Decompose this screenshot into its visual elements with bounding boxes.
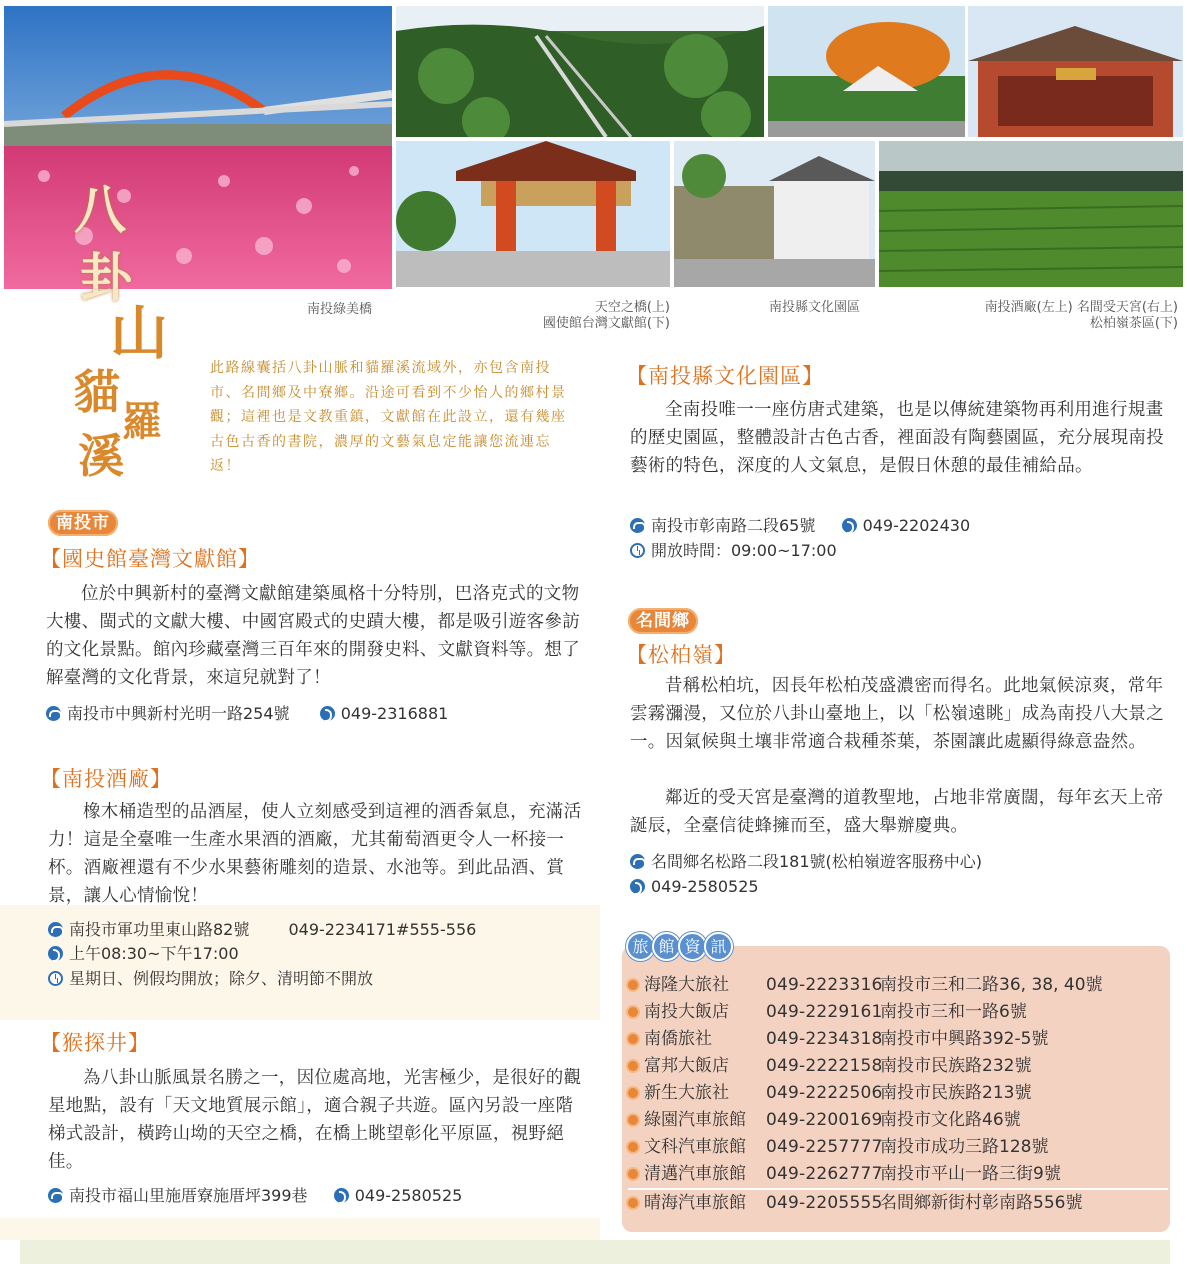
- bullet-icon: [628, 980, 638, 990]
- hero-title: [62, 168, 172, 488]
- photo-temple: [968, 6, 1183, 137]
- address-icon: [46, 706, 61, 721]
- winery-address: 南投市軍功里東山路82號: [69, 920, 250, 939]
- hotel-phone: 049-2200169: [766, 1110, 883, 1130]
- hotel-phone: 049-2229161: [766, 1002, 883, 1022]
- address-icon: [630, 518, 645, 533]
- section-body-songboling-2: 鄰近的受天宮是臺灣的道教聖地，占地非常廣闊，每年玄天上帝誕辰，全臺信徒蜂擁而至，盛大舉辦慶典。: [630, 788, 1164, 836]
- hotel-address: 南投市民族路232號: [880, 1056, 1032, 1076]
- hotel-title-char-4: 訊: [704, 932, 733, 961]
- hotel-address: 南投市三和二路36, 38, 40號: [880, 975, 1103, 995]
- caption-winery-line1: 南投酒廠(左上) 名間受天宮(右上): [984, 300, 1178, 315]
- winery-hours-line: [48, 942, 239, 966]
- culture-park-phone: 049-2202430: [862, 516, 971, 535]
- address-icon: [630, 854, 645, 869]
- houtanjing-phone: 049-2580525: [354, 1186, 463, 1205]
- culture-park-hours-line: [630, 539, 837, 563]
- hotel-row: [628, 1053, 1168, 1080]
- hero-title-char-2: 卦: [80, 248, 133, 309]
- hotel-name: 文科汽車旅館: [644, 1137, 746, 1157]
- section-title-culture-park: 【南投縣文化園區】: [626, 364, 824, 388]
- hotel-name: 南投大飯店: [644, 1002, 729, 1022]
- hotel-row: [628, 1161, 1168, 1188]
- caption-bridge: 南投綠美橋: [307, 302, 373, 317]
- hotel-title-char-3: 資: [678, 932, 707, 961]
- phone-icon: [334, 1188, 349, 1203]
- culture-park-hours: 開放時間：09:00~17:00: [651, 541, 837, 560]
- photo-tea-fields: [879, 141, 1183, 287]
- hotel-row: [628, 999, 1168, 1026]
- hotel-row: [628, 1080, 1168, 1107]
- hero-title-char-4: 貓: [74, 365, 120, 419]
- culture-park-address: 南投市彰南路二段65號: [651, 516, 816, 535]
- phone-icon: [842, 518, 857, 533]
- winery-closed-line: [48, 967, 373, 991]
- hotel-address: 名間鄉新街村彰南路556號: [880, 1193, 1083, 1213]
- bullet-icon: [628, 1088, 638, 1098]
- section-body-winery: 橡木桶造型的品酒屋，使人立刻感受到這裡的酒香氣息，充滿活力！這是全臺唯一生產水果酒的酒廠，尤其葡萄酒更令人一杯接一杯。酒廠裡還有不少水果藝術雕刻的造景、水池等。到此品酒、賞景，讓人心情愉悅！: [48, 802, 582, 906]
- bullet-icon: [628, 1142, 638, 1152]
- caption-sky-bridge-line1: 天空之橋(上): [594, 300, 670, 315]
- bullet-icon: [628, 1115, 638, 1125]
- songboling-address-line: [630, 850, 982, 874]
- photo-archives-gate: [396, 141, 670, 287]
- bullet-icon: [628, 1198, 638, 1208]
- section-body-archives: 位於中興新村的臺灣文獻館建築風格十分特別，巴洛克式的文物大樓、閩式的文獻大樓、中國宮殿式的史蹟大樓，都是吸引遊客參訪的文化景點。館內珍藏臺灣三百年來的開發史料、文獻資料等。想了解臺灣的文化背景，來這兒就對了！: [46, 584, 580, 688]
- winery-phone: 049-2234171#555-556: [288, 920, 477, 939]
- bullet-icon: [628, 1061, 638, 1071]
- hero-title-char-1: 八: [74, 180, 127, 241]
- hotel-name: 新生大旅社: [644, 1083, 729, 1103]
- district-badge-nantou-city: 南投市: [48, 510, 118, 536]
- bullet-icon: [628, 1169, 638, 1179]
- caption-culture-park: 南投縣文化園區: [769, 300, 861, 315]
- hotel-phone: 049-2234318: [766, 1029, 883, 1049]
- archives-contact: [46, 702, 448, 726]
- section-title-houtanjing: 【猴探井】: [40, 1031, 150, 1055]
- hotel-name: 清邁汽車旅館: [644, 1164, 746, 1184]
- hotel-title-char-2: 館: [652, 932, 681, 961]
- hotel-row: [628, 972, 1168, 999]
- hotel-address: 南投市成功三路128號: [880, 1137, 1049, 1157]
- section-title-winery: 【南投酒廠】: [40, 767, 172, 791]
- clock-icon: [630, 543, 645, 558]
- photo-wine-barrel-house: [768, 6, 965, 137]
- caption-sky-bridge-line2: 國使館台灣文獻館(下): [542, 316, 670, 331]
- hotel-address: 南投市三和一路6號: [880, 1002, 1027, 1022]
- hotel-title-char-1: 旅: [626, 932, 655, 961]
- phone-icon: [320, 706, 335, 721]
- hotel-phone: 049-2205555: [766, 1193, 883, 1213]
- address-icon: [48, 1188, 63, 1203]
- section-body-songboling-1: 昔稱松柏坑，因長年松柏茂盛濃密而得名。此地氣候涼爽，常年雲霧瀰漫，又位於八卦山臺地上，以「松嶺遠眺」成為南投八大景之一。因氣候與土壤非常適合栽種茶葉，茶園讓此處顯得綠意盎然。: [630, 676, 1164, 752]
- hotel-address: 南投市中興路392-5號: [880, 1029, 1049, 1049]
- phone-icon: [630, 879, 645, 894]
- bg-band-2: [0, 1218, 600, 1240]
- houtanjing-address: 南投市福山里施厝寮施厝坪399巷: [69, 1186, 308, 1205]
- photo-culture-park: [674, 141, 875, 287]
- hotel-address: 南投市平山一路三街9號: [880, 1164, 1061, 1184]
- photo-sky-bridge: [396, 6, 764, 137]
- district-badge-mingjian: 名間鄉: [628, 608, 698, 634]
- hotel-row: [628, 1026, 1168, 1053]
- section-body-houtanjing: 為八卦山脈風景名勝之一，因位處高地，光害極少，是很好的觀星地點，設有「天文地質展示館」，適合親子共遊。區內另設一座階梯式設計，橫跨山坳的天空之橋，在橋上眺望彰化平原區，視野絕佳。: [48, 1068, 582, 1172]
- section-title-archives: 【國史館臺灣文獻館】: [40, 547, 260, 571]
- caption-winery-line2: 松柏嶺茶區(下): [1089, 316, 1178, 331]
- caption-winery: [930, 300, 1178, 332]
- hotel-info-title: [626, 932, 730, 961]
- caption-sky-bridge: [500, 300, 670, 332]
- section-body-culture-park: 全南投唯一一座仿唐式建築，也是以傳統建築物再利用進行規畫的歷史園區，整體設計古色古香，裡面設有陶藝園區，充分展現南投藝術的特色，深度的人文氣息，是假日休憩的最佳補給品。: [630, 400, 1164, 476]
- winery-hours: 上午08:30~下午17:00: [69, 944, 239, 963]
- phone-icon: [48, 946, 63, 961]
- culture-park-contact: [630, 514, 970, 538]
- hotel-address: 南投市民族路213號: [880, 1083, 1032, 1103]
- bullet-icon: [628, 1034, 638, 1044]
- hotel-row: [628, 1134, 1168, 1161]
- hotel-row: [628, 1107, 1168, 1134]
- clock-icon: [48, 971, 63, 986]
- hotel-phone: 049-2222506: [766, 1083, 883, 1103]
- hotel-phone: 049-2262777: [766, 1164, 883, 1184]
- hero-title-char-6: 溪: [78, 429, 124, 483]
- address-icon: [48, 922, 63, 937]
- hotel-phone: 049-2257777: [766, 1137, 883, 1157]
- hotel-phone: 049-2222158: [766, 1056, 883, 1076]
- hotel-name: 富邦大飯店: [644, 1056, 729, 1076]
- hotel-address: 南投市文化路46號: [880, 1110, 1021, 1130]
- hotel-phone: 049-2223316: [766, 975, 883, 995]
- bottom-strip: [20, 1240, 1170, 1264]
- hotel-name: 晴海汽車旅館: [644, 1193, 746, 1213]
- songboling-phone: 049-2580525: [651, 877, 759, 896]
- hotel-name: 南僑旅社: [644, 1029, 712, 1049]
- hotel-name: 綠園汽車旅館: [644, 1110, 746, 1130]
- hero-title-char-5: 羅: [122, 398, 162, 445]
- hero-title-char-3: 山: [110, 299, 169, 367]
- bullet-icon: [628, 1007, 638, 1017]
- winery-closed: 星期日、例假均開放；除夕、清明節不開放: [69, 969, 374, 988]
- winery-address-line: [48, 918, 476, 942]
- hotel-row: [628, 1188, 1168, 1217]
- hotel-list: [628, 972, 1168, 1217]
- houtanjing-contact: [48, 1184, 462, 1208]
- songboling-address: 名間鄉名松路二段181號(松柏嶺遊客服務中心): [651, 852, 983, 871]
- archives-phone: 049-2316881: [340, 704, 449, 723]
- songboling-phone-line: [630, 875, 759, 899]
- section-title-songboling: 【松柏嶺】: [626, 643, 736, 667]
- hotel-name: 海隆大旅社: [644, 975, 729, 995]
- intro-text: 此路線囊括八卦山脈和貓羅溪流域外，亦包含南投市、名間鄉及中寮鄉。沿途可看到不少怡人的鄉村景觀；這裡也是文教重鎮，文獻館在此設立，還有幾座古色古香的書院，濃厚的文藝氣息定能讓您流連忘返！: [210, 360, 567, 474]
- archives-address: 南投市中興新村光明一路254號: [67, 704, 290, 723]
